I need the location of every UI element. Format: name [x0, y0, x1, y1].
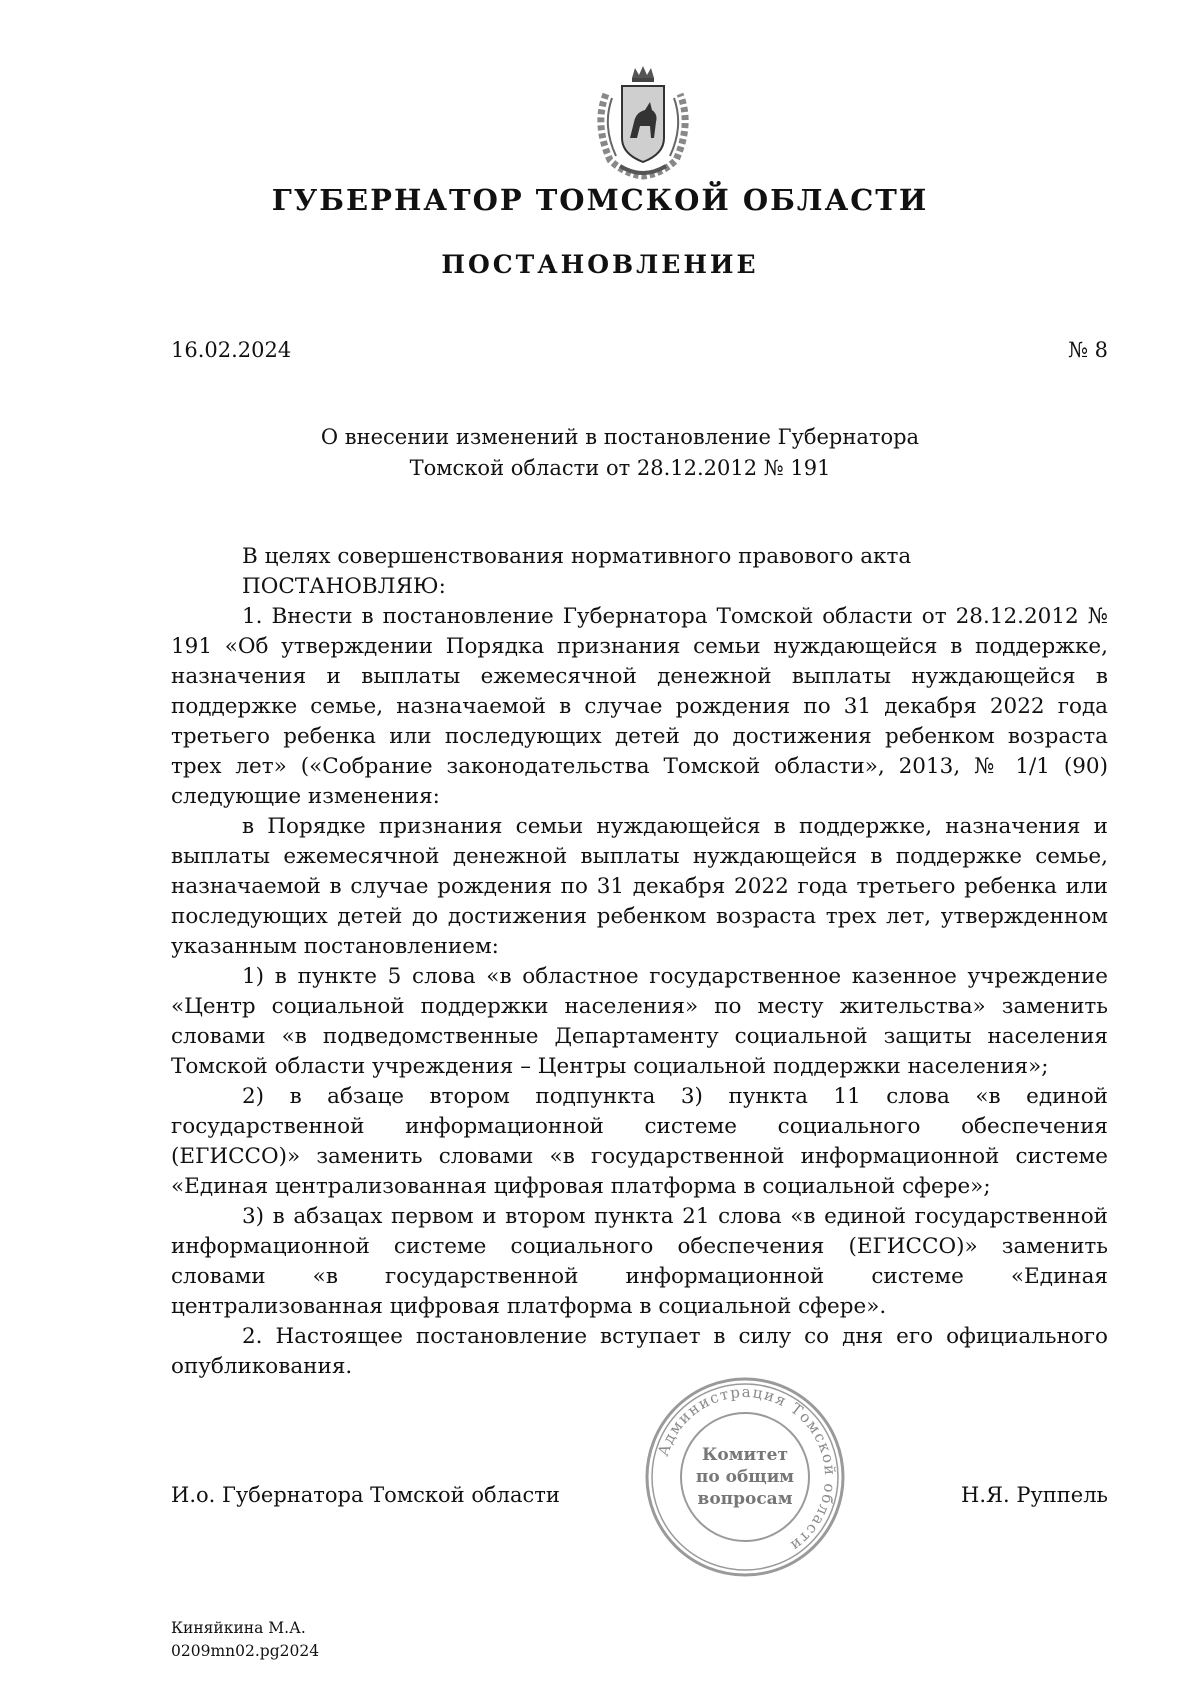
subject-line-2: Томской области от 28.12.2012 № 191	[409, 456, 831, 480]
document-date: 16.02.2024	[171, 338, 292, 362]
body-item-2: 2. Настоящее постановление вступает в силу со дня его официального опубликования.	[171, 1324, 1108, 1379]
document-code: 0209mn02.pg2024	[171, 1642, 320, 1660]
executor-name: Киняйкина М.А.	[171, 1619, 306, 1637]
document-subject	[300, 422, 940, 484]
signatory-name: Н.Я. Руппель	[961, 1483, 1108, 1507]
round-seal-stamp-icon	[640, 1372, 850, 1582]
body-subitem-3: 3) в абзацах первом и втором пункта 21 слова «в единой государственной информационной системе социального обеспечения (ЕГИССО)» заменить словами «в государственной информационной системе «Единая централизованная цифровая платформа в социальной сфере».	[171, 1204, 1108, 1319]
stamp-center-line-3: вопросам	[697, 1489, 793, 1509]
body-subitem-1: 1) в пункте 5 слова «в областное государственное казенное учреждение «Центр социальной поддержки населения» по месту жительства» заменить словами «в подведомственные Департаменту социальной защиты населения Томской области учреждения – Центры социальной поддержки населения»;	[171, 964, 1108, 1079]
stamp-center-line-2: по общим	[695, 1467, 795, 1487]
subject-line-1: О внесении изменений в постановление Губернатора	[320, 425, 920, 449]
body-decree: ПОСТАНОВЛЯЮ:	[242, 574, 446, 599]
body-intro: В целях совершенствования нормативного правового акта	[242, 544, 912, 569]
stamp-center-line-1: Комитет	[701, 1445, 789, 1465]
body-subitem-2: 2) в абзаце втором подпункта 3) пункта 11 слова «в единой государственной информационной системе социального обеспечения (ЕГИССО)» заменить словами «в государственной информационной системе «Единая централизованная цифровая платформа в социальной сфере»;	[171, 1084, 1108, 1199]
document-body	[171, 542, 1108, 1382]
signatory-title: И.о. Губернатора Томской области	[171, 1483, 560, 1507]
body-item-1-intro: в Порядке признания семьи нуждающейся в поддержке, назначения и выплаты ежемесячной денежной выплаты нуждающейся в поддержке семье, назначаемой в случае рождения по 31 декабря 2022 года третьего ребенка или последующих детей до достижения ребенком возраста трех лет, утвержденном указанным постановлением:	[171, 814, 1108, 959]
document-number: № 8	[1068, 338, 1108, 362]
stamp-outer-text: Администрация Томской области	[654, 1382, 840, 1556]
document-type: ПОСТАНОВЛЕНИЕ	[441, 250, 759, 279]
issuing-authority: ГУБЕРНАТОР ТОМСКОЙ ОБЛАСТИ	[271, 183, 929, 217]
body-item-1: 1. Внести в постановление Губернатора Томской области от 28.12.2012 № 191 «Об утверждении Порядка признания семьи нуждающейся в поддержке, назначения и выплаты ежемесячной денежной выплаты нуждающейся в поддержке семье, назначаемой в случае рождения по 31 декабря 2022 года третьего ребенка или последующих детей до достижения ребенком возраста трех лет» («Собрание законодательства Томской области», 2013, № 1/1 (90) следующие изменения:	[171, 604, 1108, 809]
coat-of-arms-icon	[590, 64, 696, 180]
footer	[171, 1617, 319, 1663]
